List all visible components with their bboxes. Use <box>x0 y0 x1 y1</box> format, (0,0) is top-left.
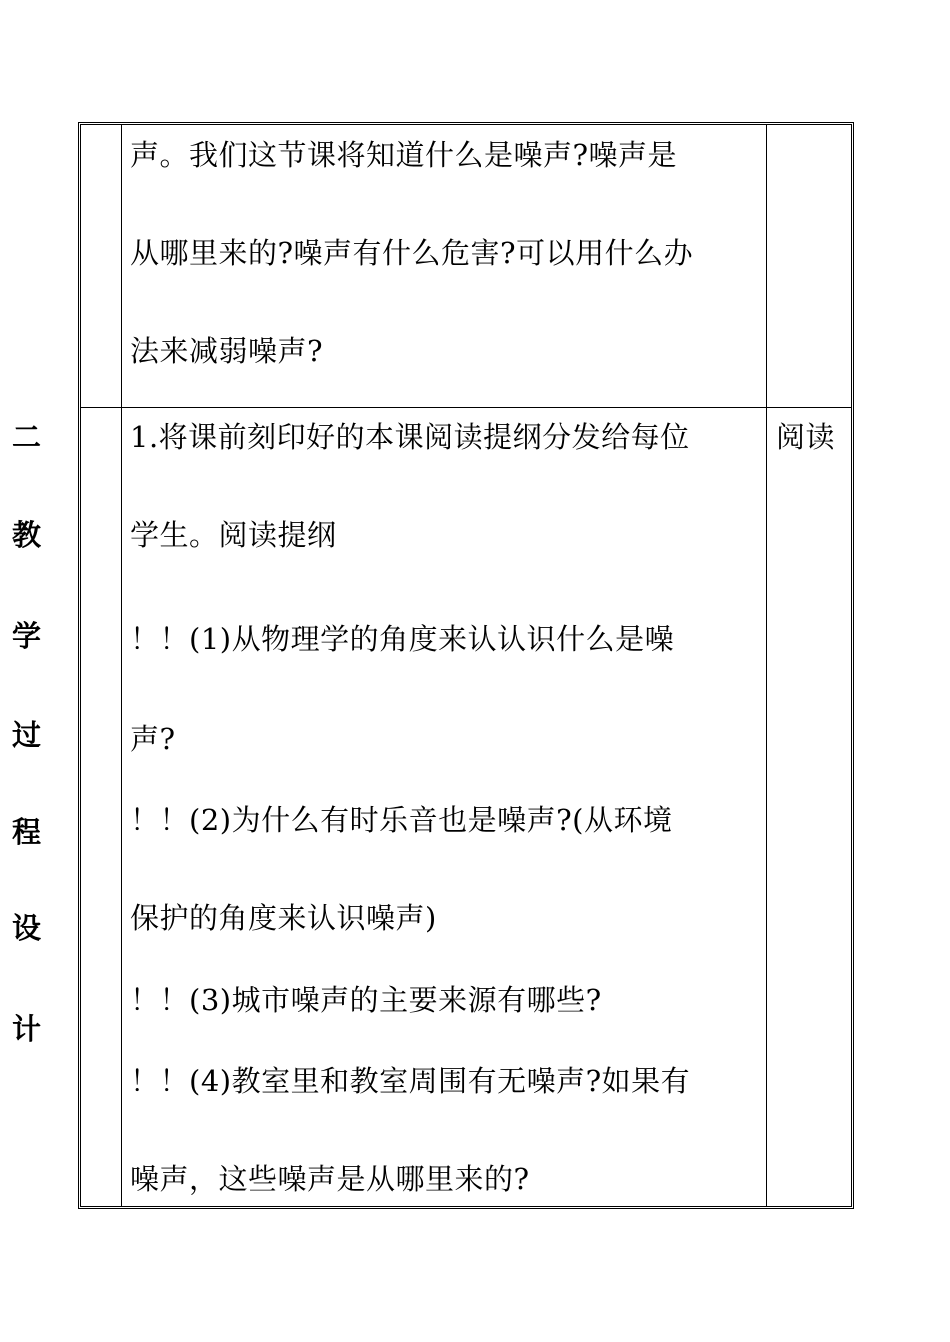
section-label-char-4: 过 <box>12 718 42 752</box>
row2-note: 阅读 <box>776 420 836 454</box>
row2-line-2: 学生。阅读提纲 <box>130 518 337 552</box>
section-label-char-2: 教 <box>12 518 42 552</box>
row2-line-3: ！！(1)从物理学的角度来认认识什么是噪 <box>130 622 675 656</box>
row-divider <box>81 407 851 408</box>
row2-line-9: 噪声，这些噪声是从哪里来的? <box>130 1162 530 1196</box>
section-label-char-5: 程 <box>12 815 42 849</box>
row2-line-5: ！！(2)为什么有时乐音也是噪声?(从环境 <box>130 803 673 837</box>
column-divider-right <box>766 125 767 1206</box>
row1-line-3: 法来减弱噪声? <box>130 334 324 368</box>
column-divider-left <box>121 125 122 1206</box>
section-label-char-1: 二 <box>12 420 42 454</box>
row2-line-8: ！！(4)教室里和教室周围有无噪声?如果有 <box>130 1064 691 1098</box>
row1-line-1: 声。我们这节课将知道什么是噪声?噪声是 <box>130 138 678 172</box>
section-label-char-6: 设 <box>12 911 42 945</box>
row2-line-1: 1.将课前刻印好的本课阅读提纲分发给每位 <box>130 420 690 454</box>
row1-line-2: 从哪里来的?噪声有什么危害?可以用什么办 <box>130 236 694 270</box>
row2-line-7: ！！(3)城市噪声的主要来源有哪些? <box>130 983 602 1017</box>
lesson-table <box>78 122 854 1209</box>
section-label-char-7: 计 <box>12 1012 42 1046</box>
section-label-char-3: 学 <box>12 619 42 653</box>
row2-line-6: 保护的角度来认识噪声) <box>130 901 437 935</box>
row2-line-4: 声? <box>130 722 176 756</box>
